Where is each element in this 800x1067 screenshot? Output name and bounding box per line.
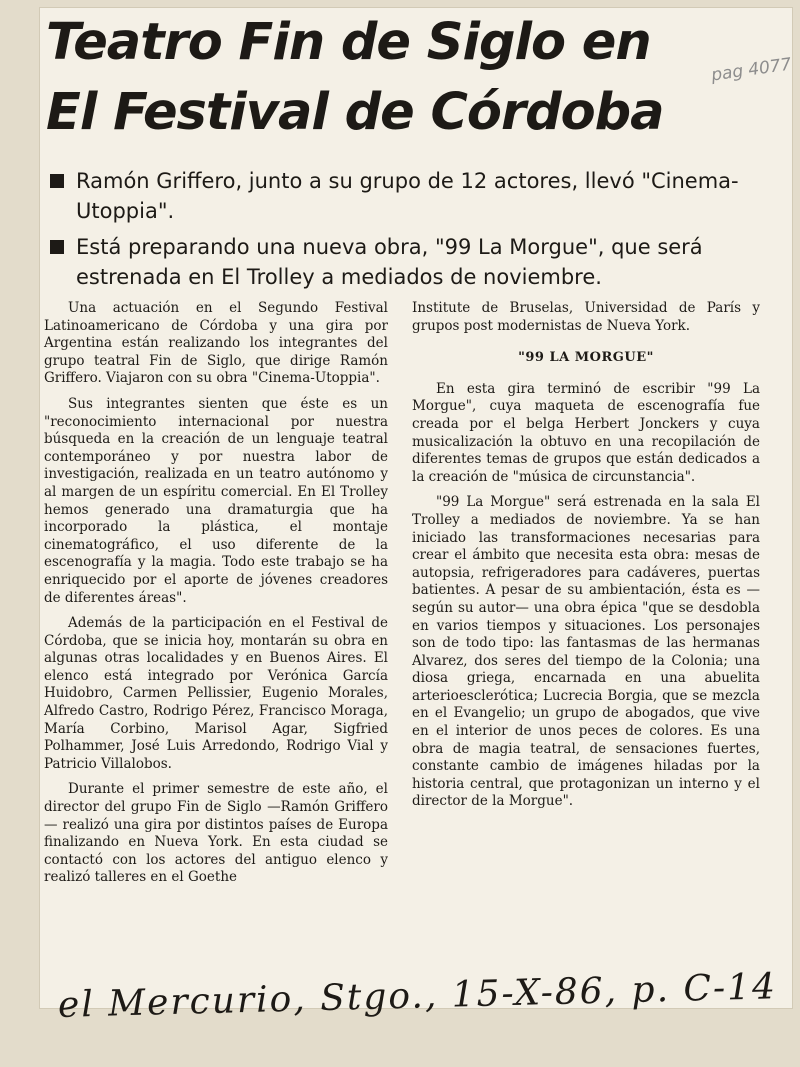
headline	[46, 8, 786, 148]
summary-bullets	[46, 166, 780, 298]
body-paragraph: Durante el primer semestre de este año, el director del grupo Fin de Siglo —Ramón Griffero— realizó una gira por distintos países de Europa finalizando en Nueva York. En esta ciudad se contactó con los actores del antiguo elenco y realizó talleres en el Goethe	[44, 781, 388, 886]
headline-line-2: El Festival de Córdoba	[46, 83, 664, 142]
body-paragraph: Sus integrantes sienten que éste es un "reconocimiento internacional por nuestra búsqueda en la creación de un lenguaje teatral contemporáneo y por nuestra labor de investigación, realizada en un teatro autónomo y al margen de un espíritu comercial. En El Trolley hemos generado una dramaturgia que ha incorporado la plástica, el montaje cinematográfico, el uso diferente de la escenografía y la magia. Todo este trabajo se ha enriquecido por el aporte de jóvenes creadores de diferentes áreas".	[44, 395, 388, 606]
body-column-right	[412, 300, 760, 819]
body-paragraph: En esta gira terminó de escribir "99 La Morgue", cuya maqueta de escenografía fue creada por el belga Herbert Jonckers y cuya musicalización la obtuvo en una recopilación de diferentes temas de grupos que están dedicados a la creación de "música de circunstancia".	[412, 380, 760, 485]
body-paragraph: Además de la participación en el Festival de Córdoba, que se inicia hoy, montarán su obra en algunas otras localidades y en Buenos Aires. El elenco está integrado por Verónica García Huidobro, Carmen Pellissier, Eugenio Morales, Alfredo Castro, Rodrigo Pérez, Francisco Moraga, María Corbino, Marisol Agar, Sigfried Polhammer, José Luis Arredondo, Rodrigo Vial y Patricio Villalobos.	[44, 615, 388, 772]
bullet-text: Ramón Griffero, junto a su grupo de 12 actores, llevó "Cinema-Utoppia".	[76, 169, 739, 223]
newspaper-clipping	[40, 8, 792, 1008]
body-paragraph-continued: Institute de Bruselas, Universidad de París y grupos post modernistas de Nueva York.	[412, 300, 760, 334]
body-column-left	[44, 300, 388, 895]
summary-bullet	[46, 166, 780, 226]
handwritten-source-note: el Mercurio, Stgo., 15-X-86, p. C-14	[57, 966, 778, 1026]
bullet-square-icon	[50, 174, 64, 188]
body-paragraph: "99 La Morgue" será estrenada en la sala El Trolley a mediados de noviembre. Ya se han iniciado las transformaciones necesarias para crear el ámbito que necesita esta obra: mesas de autopsia, refrigeradores para cadáveres, puertas batientes. A pesar de su ambientación, ésta es —según su autor— una obra épica "que se desdobla en varios tiempos y situaciones. Los personajes son de todo tipo: las fantasmas de las hermanas Alvarez, dos seres del tiempo de la Colonia; una diosa griega, encarnada en una abuelita arterioesclerótica; Lucrecia Borgia, que se mezcla en el Evangelio; un grupo de abogados, que vive en el interior de unos peces de colores. Es una obra de magia teatral, de sensaciones fuertes, constante cambio de imágenes hiladas por la historia central, que protagonizan un interno y el director de la Morgue".	[412, 494, 760, 810]
bullet-square-icon	[50, 240, 64, 254]
archive-pencil-note: pag 4077	[710, 54, 793, 86]
section-subheading: "99 LA MORGUE"	[518, 350, 654, 366]
bullet-text: Está preparando una nueva obra, "99 La Morgue", que será estrenada en El Trolley a mediados de noviembre.	[76, 235, 703, 289]
body-paragraph: Una actuación en el Segundo Festival Latinoamericano de Córdoba y una gira por Argentina están realizando los integrantes del grupo teatral Fin de Siglo, que dirige Ramón Griffero. Viajaron con su obra "Cinema-Utoppia".	[44, 300, 388, 387]
headline-line-1: Teatro Fin de Siglo en	[46, 13, 651, 72]
summary-bullet	[46, 232, 780, 292]
